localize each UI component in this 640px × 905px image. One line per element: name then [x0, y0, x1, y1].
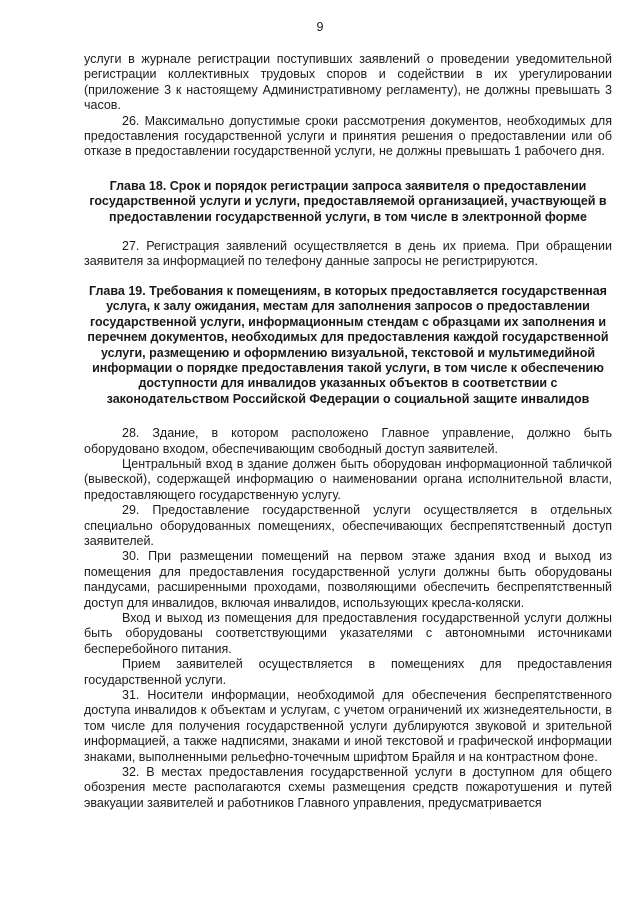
page-number: 9: [316, 20, 324, 34]
paragraph-30: 30. При размещении помещений на первом этаже здания вход и выход из помещения для предоставления государственной услуги должны быть оборудованы пандусами, расширенными проходами, позволяющими обеспечить беспрепятственный доступ для инвалидов, включая инвалидов, использующих кресла-коляски.: [84, 549, 612, 610]
paragraph-28: 28. Здание, в котором расположено Главное управление, должно быть оборудовано входом, обеспечивающим свободный доступ заявителей.: [84, 426, 612, 456]
paragraph-reception: Прием заявителей осуществляется в помещениях для предоставления государственной услуги.: [84, 657, 612, 687]
paragraph-27: 27. Регистрация заявлений осуществляется в день их приема. При обращении заявителя за информацией по телефону данные запросы не регистрируются.: [84, 239, 612, 269]
paragraph-central-entrance: Центральный вход в здание должен быть оборудован информационной табличкой (вывеской), содержащей информацию о наименовании органа исполнительной власти, предоставляющего государственную услугу.: [84, 456, 612, 502]
chapter-18-heading: Глава 18. Срок и порядок регистрации запроса заявителя о предоставлении государственной услуги и услуги, предоставляемой организацией, участвующей в предоставлении государственной услуги, в том числе в электронной форме: [89, 178, 607, 224]
paragraph-entrance-signs: Вход и выход из помещения для предоставления государственной услуги должны быть оборудованы соответствующими указателями с автономными источниками бесперебойного питания.: [84, 611, 612, 656]
paragraph-26: 26. Максимально допустимые сроки рассмотрения документов, необходимых для предоставления государственной услуги и принятия решения о предоставлении или об отказе в предоставлении государственной услуги, не должны превышать 1 рабочего дня.: [84, 113, 612, 159]
document-body: [84, 52, 612, 811]
paragraph-31: 31. Носители информации, необходимой для обеспечения беспрепятственного доступа инвалидов к объектам и услугам, с учетом ограничений их жизнедеятельности, в том числе для получения государственной услуги дублируются звуковой и зрительной информацией, а также надписями, знаками и иной текстовой и графической информации знаками, выполненными рельефно-точечным шрифтом Брайля и на контрастном фоне.: [84, 688, 612, 764]
chapter-19-heading: Глава 19. Требования к помещениям, в которых предоставляется государственная услуга, к залу ожидания, местам для заполнения запросов о предоставлении государственной услуги, информационным стендам с образцами их заполнения и перечнем документов, необходимых для предоставления каждой государственной услуги, размещению и оформлению визуальной, текстовой и мультимедийной информации о порядке предоставления такой услуги, в том числе к обеспечению доступности для инвалидов указанных объектов в соответствии с законодательством Российской Федерации о социальной защите инвалидов: [87, 283, 609, 406]
paragraph-continued: услуги в журнале регистрации поступивших заявлений о проведении уведомительной регистрации коллективных трудовых споров и содействии в их урегулировании (приложение 3 к настоящему Административному регламенту), не должны превышать 3 часов.: [84, 52, 612, 113]
paragraph-32: 32. В местах предоставления государственной услуги в доступном для общего обозрения месте располагаются схемы размещения средств пожаротушения и путей эвакуации заявителей и работников Главного управления, предусматривается: [84, 765, 612, 810]
paragraph-29: 29. Предоставление государственной услуги осуществляется в отдельных специально оборудованных помещениях, обеспечивающих беспрепятственный доступ заявителей.: [84, 503, 612, 548]
